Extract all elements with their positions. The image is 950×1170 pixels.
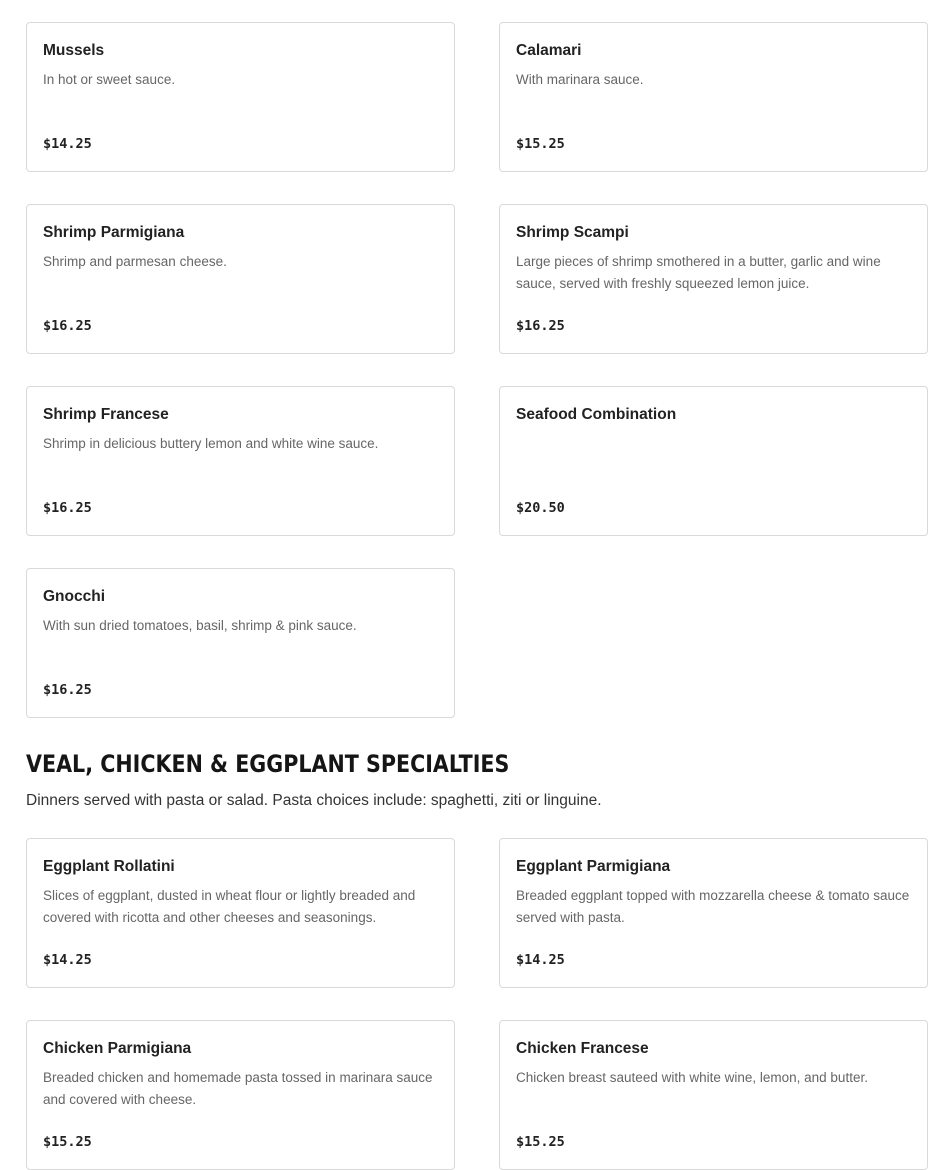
menu-item-description: With sun dried tomatoes, basil, shrimp & pink sauce.: [43, 618, 357, 633]
menu-item-description: Breaded chicken and homemade pasta tossed in marinara sauce and covered with cheese.: [43, 1070, 433, 1107]
menu-item-card[interactable]: [499, 22, 928, 172]
menu-item-name: Eggplant Rollatini: [43, 858, 175, 875]
menu-item-description: Large pieces of shrimp smothered in a butter, garlic and wine sauce, served with freshly squeezed lemon juice.: [516, 254, 881, 291]
menu-item-card[interactable]: [26, 1020, 455, 1170]
menu-item-description: Breaded eggplant topped with mozzarella cheese & tomato sauce served with pasta.: [516, 888, 910, 925]
menu-item-description: Shrimp and parmesan cheese.: [43, 254, 227, 269]
menu-item-description: Shrimp in delicious buttery lemon and white wine sauce.: [43, 436, 379, 451]
menu-item-name: Shrimp Francese: [43, 406, 169, 423]
menu-item-card[interactable]: [26, 204, 455, 354]
menu-item-name: Seafood Combination: [516, 406, 677, 423]
menu-item-price: $16.25: [43, 318, 92, 334]
menu-item-price: $15.25: [43, 1134, 92, 1150]
menu-item-price: $14.25: [516, 952, 565, 968]
menu-item-price: $14.25: [43, 952, 92, 968]
menu-item-name: Chicken Parmigiana: [43, 1040, 192, 1057]
section-title: VEAL, CHICKEN & EGGPLANT SPECIALTIES: [26, 750, 510, 778]
menu-item-price: $15.25: [516, 1134, 565, 1150]
menu-item-card[interactable]: [26, 838, 455, 988]
menu-item-name: Chicken Francese: [516, 1040, 649, 1057]
menu-item-card[interactable]: [26, 568, 455, 718]
menu-item-card[interactable]: [499, 204, 928, 354]
menu-item-card[interactable]: [499, 386, 928, 536]
menu-item-price: $15.25: [516, 136, 565, 152]
menu-item-description: With marinara sauce.: [516, 72, 644, 87]
menu-item-name: Calamari: [516, 42, 582, 59]
menu-item-card[interactable]: [499, 838, 928, 988]
menu-item-card[interactable]: [499, 1020, 928, 1170]
menu-item-name: Shrimp Parmigiana: [43, 224, 185, 241]
menu-item-card[interactable]: [26, 386, 455, 536]
menu-item-price: $20.50: [516, 500, 565, 516]
menu-item-name: Shrimp Scampi: [516, 224, 629, 241]
section-description: Dinners served with pasta or salad. Pasta choices include: spaghetti, ziti or linguine.: [26, 792, 602, 809]
menu-item-description: Slices of eggplant, dusted in wheat flour or lightly breaded and covered with ricotta and other cheeses and seasonings.: [43, 888, 416, 925]
menu-item-name: Gnocchi: [43, 588, 106, 605]
menu-item-description: In hot or sweet sauce.: [43, 72, 176, 87]
menu-item-description: Chicken breast sauteed with white wine, lemon, and butter.: [516, 1070, 868, 1085]
menu-item-price: $16.25: [43, 682, 92, 698]
menu-item-card[interactable]: [26, 22, 455, 172]
menu-item-name: Mussels: [43, 42, 105, 59]
menu-item-name: Eggplant Parmigiana: [516, 858, 671, 875]
menu-item-price: $14.25: [43, 136, 92, 152]
menu-item-price: $16.25: [43, 500, 92, 516]
menu-item-price: $16.25: [516, 318, 565, 334]
